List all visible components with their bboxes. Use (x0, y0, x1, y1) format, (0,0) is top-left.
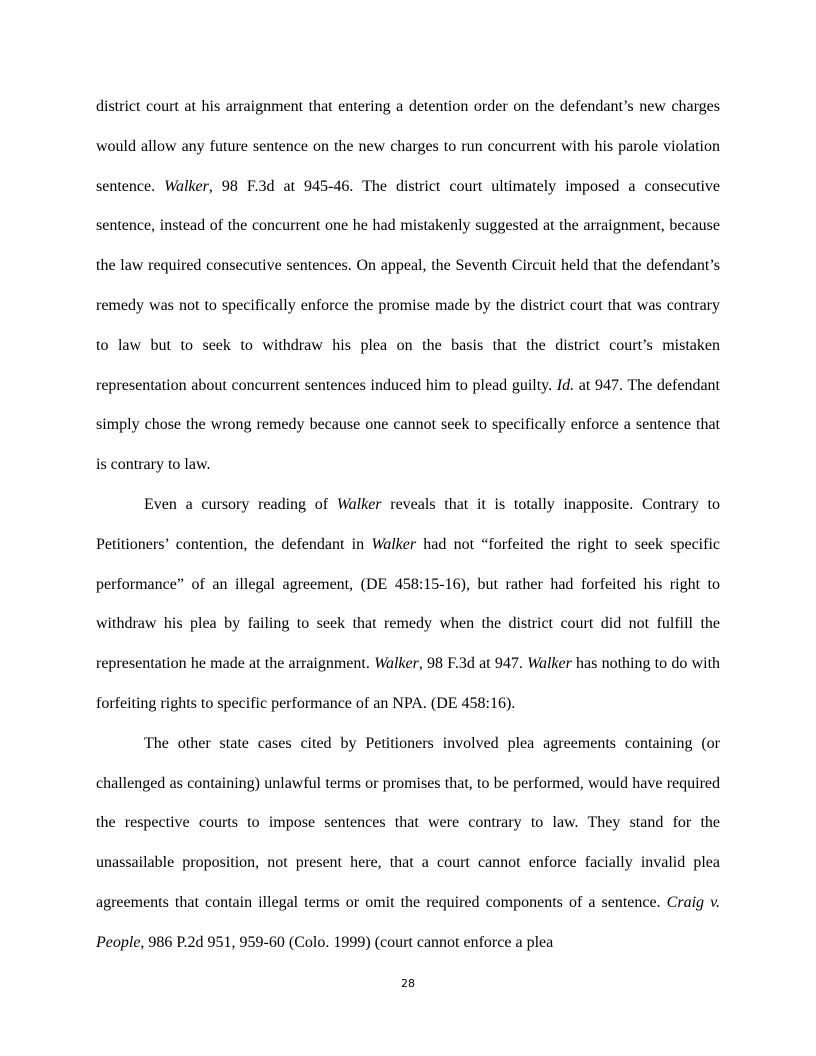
paragraph-1 (96, 87, 720, 485)
text-run: , 986 P.2d 951, 959-60 (Colo. 1999) (court cannot enforce a plea (140, 933, 554, 951)
paragraph-3 (96, 724, 720, 963)
case-citation: Walker (336, 495, 382, 513)
text-run: at 947. The defendant simply chose the wrong remedy because one cannot seek to specifically enforce a sentence that is contrary to law. (96, 376, 720, 474)
case-citation: Walker (374, 655, 419, 673)
text-run: The other state cases cited by Petitioners involved plea agreements containing (or challenged as containing) unlawful terms or promises that, to be performed, would have required the respective courts to impose sentences that were contrary to law. They stand for the unassailable proposition, not present here, that a court cannot enforce facially invalid plea agreements that contain illegal terms or omit the required components of a sentence. (96, 734, 720, 911)
case-citation: Walker (527, 655, 572, 673)
text-run: , 98 F.3d at 947. (418, 655, 528, 673)
text-run: reveals that it is totally inapposite. Contrary to Petitioners’ contention, the defendant in (96, 495, 721, 553)
page-number: 28 (401, 977, 415, 990)
text-run: Even a cursory reading of (144, 495, 337, 513)
document-body (96, 87, 720, 963)
case-citation: Id. (556, 376, 575, 394)
case-citation: Craig v. People (96, 893, 720, 951)
case-citation: Walker (164, 177, 209, 195)
text-run: has nothing to do with forfeiting rights to specific performance of an NPA. (DE 458:16). (96, 655, 721, 712)
text-run: had not “forfeited the right to seek specific performance” of an illegal agreement, (DE 458:15-16), but rather had forfeited his right to withdraw his plea by failing to seek that remedy when the district court did not fulfill the representation he made at the arraignment. (96, 535, 720, 673)
paragraph-2 (96, 485, 720, 724)
case-citation: Walker (371, 535, 417, 553)
text-run: district court at his arraignment that entering a detention order on the defendant’s new charges would allow any future sentence on the new charges to run concurrent with his parole violation sentence. (96, 98, 720, 195)
text-run: , 98 F.3d at 945-46. The district court ultimately imposed a consecutive sentence, instead of the concurrent one he had mistakenly suggested at the arraignment, because the law required consecutive sentences. On appeal, the Seventh Circuit held that the defendant’s remedy was not to specifically enforce the promise made by the district court that was contrary to law but to seek to withdraw his plea on the basis that the district court’s mistaken representation about concurrent sentences induced him to plead guilty. (96, 177, 721, 394)
